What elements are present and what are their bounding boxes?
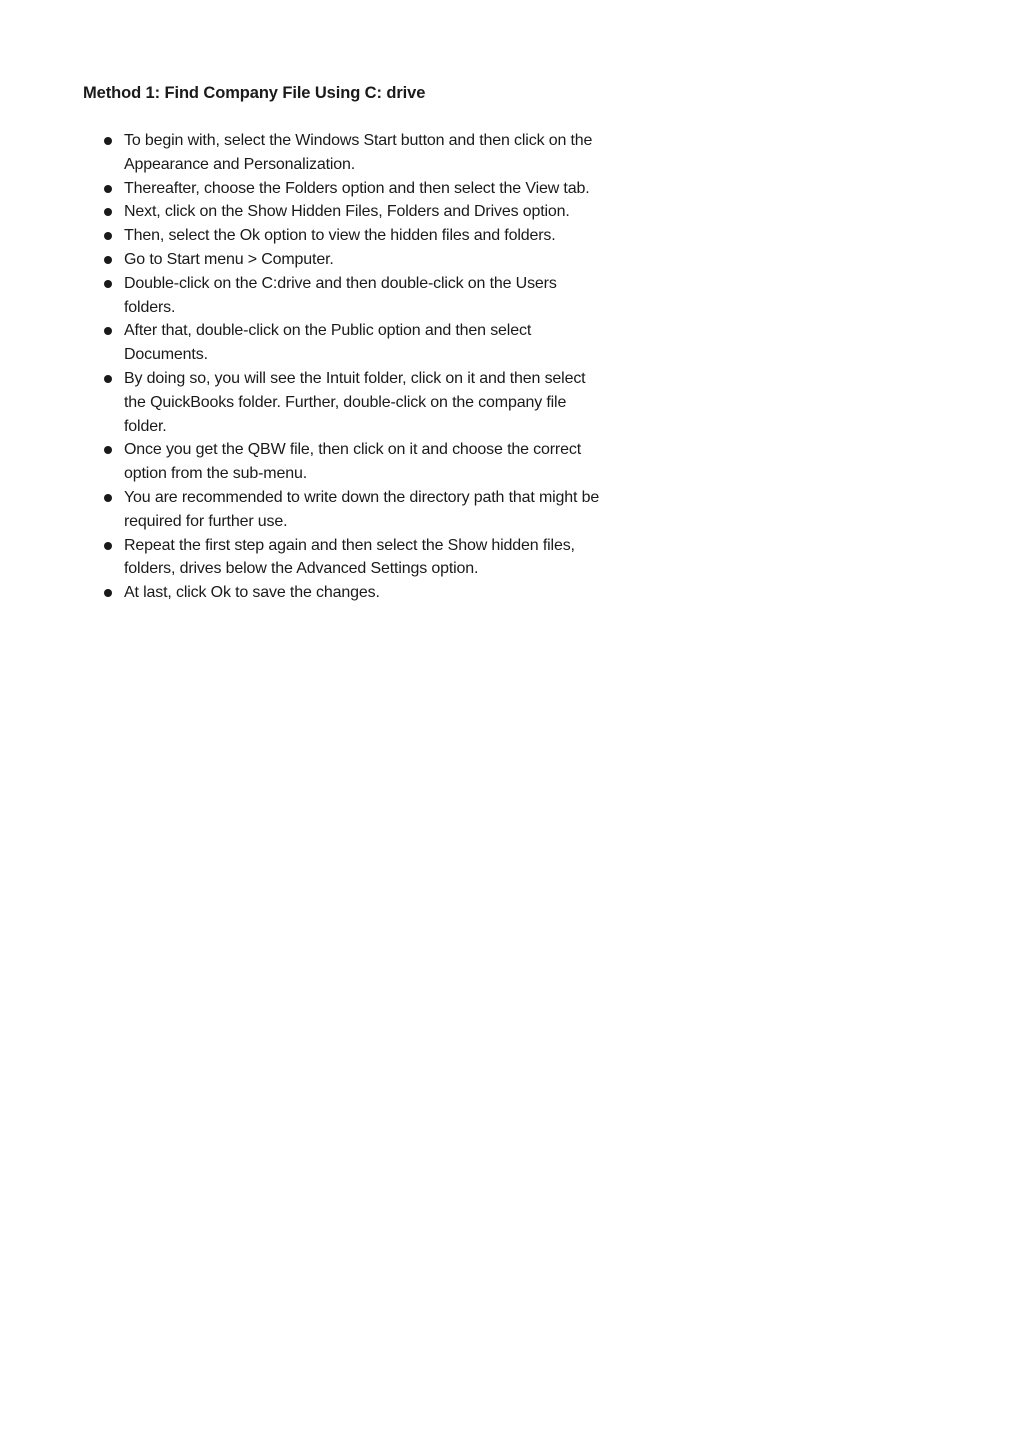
bullet-icon xyxy=(104,232,112,240)
bullet-icon xyxy=(104,137,112,145)
step-text: Then, select the Ok option to view the hidden files and folders. xyxy=(124,227,556,245)
bullet-icon xyxy=(104,494,112,502)
step-text: Thereafter, choose the Folders option and then select the View tab. xyxy=(124,179,590,197)
step-text: Once you get the QBW file, then click on it and choose the correct option from the sub-menu. xyxy=(124,441,582,483)
section-heading: Method 1: Find Company File Using C: drive xyxy=(83,84,426,102)
step-text: Go to Start menu > Computer. xyxy=(124,250,334,268)
bullet-icon xyxy=(104,542,112,550)
step-text: To begin with, select the Windows Start button and then click on the Appearance and Personalization. xyxy=(124,132,593,173)
bullet-icon xyxy=(104,256,112,264)
bullet-icon xyxy=(104,589,112,597)
bullet-icon xyxy=(104,327,112,335)
list-item xyxy=(104,177,604,201)
list-item xyxy=(104,200,604,224)
step-text: After that, double-click on the Public option and then select Documents. xyxy=(124,322,532,364)
bullet-icon xyxy=(104,375,112,383)
step-text: Double-click on the C:drive and then double-click on the Users folders. xyxy=(124,274,557,316)
list-item xyxy=(104,248,604,272)
bullet-icon xyxy=(104,280,112,288)
bullet-icon xyxy=(104,446,112,454)
step-text: You are recommended to write down the directory path that might be required for further use. xyxy=(124,488,600,530)
bullet-icon xyxy=(104,185,112,193)
list-item xyxy=(104,319,604,367)
list-item xyxy=(104,272,604,320)
step-text: Next, click on the Show Hidden Files, Folders and Drives option. xyxy=(124,203,570,221)
steps-list xyxy=(104,129,604,605)
bullet-icon xyxy=(104,208,112,216)
list-item xyxy=(104,581,604,605)
step-text: By doing so, you will see the Intuit folder, click on it and then select the QuickBooks folder. Further, double-click on the company file folder. xyxy=(124,369,586,435)
list-item xyxy=(104,534,604,582)
list-item xyxy=(104,129,604,177)
list-item xyxy=(104,224,604,248)
list-item xyxy=(104,486,604,534)
step-text: At last, click Ok to save the changes. xyxy=(124,584,380,602)
list-item xyxy=(104,367,604,438)
step-text: Repeat the first step again and then select the Show hidden files, folders, drives below the Advanced Settings option. xyxy=(124,536,575,578)
list-item xyxy=(104,438,604,486)
